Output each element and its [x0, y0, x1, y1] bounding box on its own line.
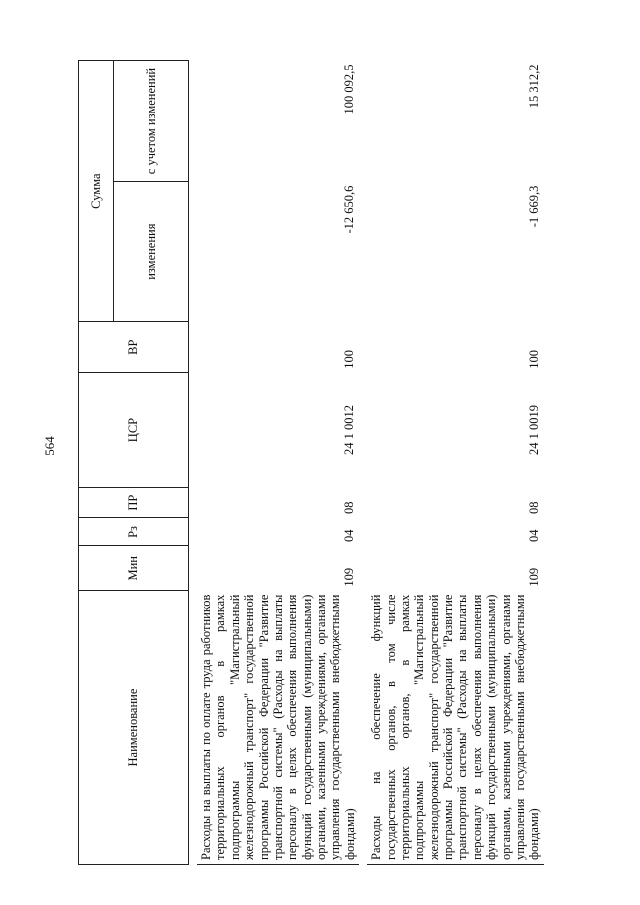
row-pr: 08 — [526, 501, 541, 514]
budget-table — [78, 60, 544, 865]
header-sum: Сумма — [79, 61, 114, 322]
row-vr: 100 — [342, 349, 357, 369]
row-min: 109 — [526, 567, 541, 587]
header-csr: ЦСР — [79, 373, 189, 488]
header-changes: изменения — [114, 182, 189, 322]
row-change: -12 650,6 — [342, 185, 357, 234]
header-pr: ПР — [79, 487, 189, 518]
row-total: 15 312,2 — [526, 64, 541, 109]
row-name: Расходы на выплаты по оплате труда работников территориальных органов в рамках подпрограммы "Магистральный железнодорожный транспорт" государственной программы Российской Федерации "Развитие транспортной системы" (Расходы на выплаты персоналу в целях обеспечения выполнения функций государственными (муниципальными) органами, казенными учреждениями, органами управления государственными внебюджетными фондами) — [197, 591, 359, 865]
header-min: Мин — [79, 546, 189, 591]
row-rz: 04 — [342, 529, 357, 542]
row-csr: 24 1 0012 — [342, 405, 357, 456]
header-with-changes: с учетом изменений — [114, 61, 189, 182]
table-row — [197, 61, 359, 865]
row-change: -1 669,3 — [526, 185, 541, 228]
budget-table-sheet — [78, 45, 578, 865]
row-pr: 08 — [342, 501, 357, 514]
row-rz: 04 — [526, 529, 541, 542]
row-total: 100 092,5 — [342, 64, 357, 115]
header-rz: Рз — [79, 518, 189, 546]
row-csr: 24 1 0019 — [526, 405, 541, 456]
row-min: 109 — [342, 567, 357, 587]
row-name: Расходы на обеспечение функций государственных органов, в том числе территориальных органов, в рамках подпрограммы "Магистральный железнодорожный транспорт" государственной программы Российской Федерации "Развитие транспортной системы" (Расходы на выплаты персоналу в целях обеспечения выполнения функций государственными (муниципальными) органами, казенными учреждениями, органами управления государственными внебюджетными фондами) — [367, 591, 544, 865]
page-number: 564 — [41, 436, 57, 456]
row-vr: 100 — [526, 349, 541, 369]
header-name: Наименование — [79, 591, 189, 865]
header-vr: ВР — [79, 322, 189, 373]
table-row — [367, 61, 544, 865]
